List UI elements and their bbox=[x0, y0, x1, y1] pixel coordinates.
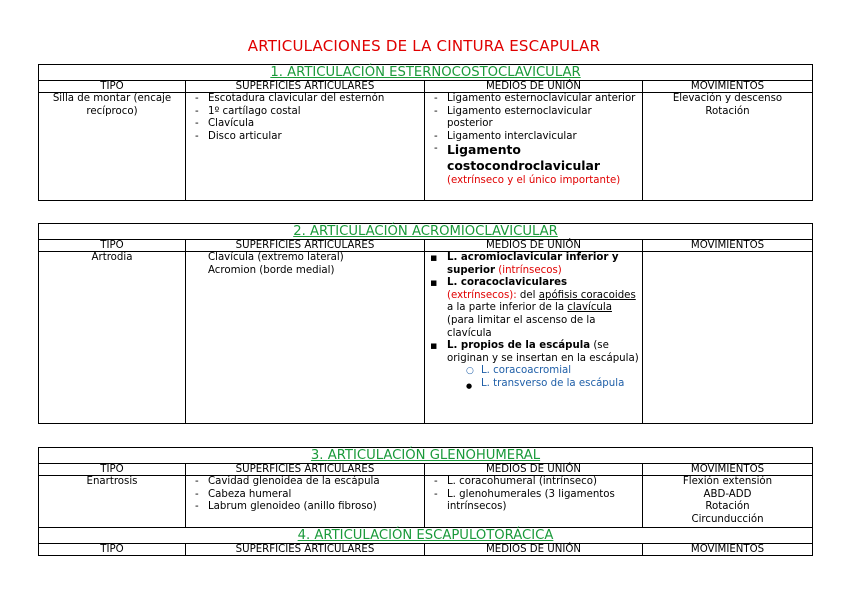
cell-medios bbox=[425, 93, 643, 201]
list-item: ● L. transverso de la escápula bbox=[466, 378, 639, 391]
list-item: - Cabeza humeral bbox=[195, 489, 421, 502]
header-tipo: TIPO bbox=[39, 464, 186, 476]
cell-tipo: Silla de montar (encaje recíproco) bbox=[39, 93, 186, 201]
cell-superficies bbox=[186, 476, 425, 528]
header-medios: MEDIOS DE UNIÓN bbox=[425, 81, 643, 93]
cell-movimientos bbox=[643, 252, 813, 424]
header-movimientos: MOVIMIENTOS bbox=[643, 240, 813, 252]
list-item: - Labrum glenoideo (anillo fibroso) bbox=[195, 501, 421, 514]
header-tipo: TIPO bbox=[39, 240, 186, 252]
list-item: ▪ L. acromioclavicular inferior y superior (intrínsecos) bbox=[430, 252, 639, 277]
cell-tipo: Artrodia bbox=[39, 252, 186, 424]
list-item: - Ligamento esternoclavicular anterior bbox=[434, 93, 639, 106]
list-item: - Ligamento interclavicular bbox=[434, 131, 639, 144]
cell-superficies: Clavícula (extremo lateral) Acromion (borde medial) bbox=[186, 252, 425, 424]
list-item: ▪ L. propios de la escápula (se originan y se insertan en la escápula) bbox=[430, 340, 639, 365]
section-title-2: 2. ARTICULACIÓN ACROMIOCLAVICULAR bbox=[39, 224, 813, 240]
cell-tipo: Enartrosis bbox=[39, 476, 186, 528]
cell-medios bbox=[425, 476, 643, 528]
header-superficies: SUPERFICIES ARTICULARES bbox=[186, 464, 425, 476]
cell-movimientos: Flexión extensión ABD-ADD Rotación Circunducción bbox=[643, 476, 813, 528]
list-item: - L. coracohumeral (intrínseco) bbox=[434, 476, 639, 489]
header-tipo: TIPO bbox=[39, 81, 186, 93]
list-item: - Clavícula bbox=[195, 118, 421, 131]
list-item: - L. glenohumerales (3 ligamentos intrínsecos) bbox=[434, 489, 639, 514]
header-movimientos: MOVIMIENTOS bbox=[643, 464, 813, 476]
header-tipo: TIPO bbox=[39, 544, 186, 556]
header-superficies: SUPERFICIES ARTICULARES bbox=[186, 544, 425, 556]
cell-medios bbox=[425, 252, 643, 424]
header-medios: MEDIOS DE UNIÓN bbox=[425, 240, 643, 252]
cell-movimientos: Elevación y descenso Rotación bbox=[643, 93, 813, 201]
header-movimientos: MOVIMIENTOS bbox=[643, 81, 813, 93]
list-item: - Escotadura clavicular del esternón bbox=[195, 93, 421, 106]
list-item: - Disco articular bbox=[195, 131, 421, 144]
section-title-3: 3. ARTICULACIÓN GLENOHUMERAL bbox=[39, 448, 813, 464]
header-superficies: SUPERFICIES ARTICULARES bbox=[186, 240, 425, 252]
table-acromioclavicular bbox=[38, 223, 813, 424]
list-item: - 1º cartílago costal bbox=[195, 106, 421, 119]
list-item: - Cavidad glenoidea de la escápula bbox=[195, 476, 421, 489]
section-title-1: 1. ARTICULACIÓN ESTERNOCOSTOCLAVICULAR bbox=[39, 65, 813, 81]
table-esternocostoclavicular bbox=[38, 64, 813, 201]
list-item: ▪ L. coracoclaviculares (extrínsecos): del apófisis coracoides a la parte inferior de la clavícula (para limitar el ascenso de la clavícula bbox=[430, 277, 639, 340]
page-title: ARTICULACIONES DE LA CINTURA ESCAPULAR bbox=[247, 37, 601, 55]
cell-superficies bbox=[186, 93, 425, 201]
list-item: - Ligamento costocondroclavicular (extrínseco y el único importante) bbox=[434, 143, 639, 187]
header-superficies: SUPERFICIES ARTICULARES bbox=[186, 81, 425, 93]
header-movimientos: MOVIMIENTOS bbox=[643, 544, 813, 556]
header-medios: MEDIOS DE UNIÓN bbox=[425, 544, 643, 556]
list-item: ○ L. coracoacromial bbox=[466, 365, 639, 378]
section-title-4: 4. ARTICULACIÓN ESCAPULOTORÁCICA bbox=[39, 528, 813, 544]
header-medios: MEDIOS DE UNIÓN bbox=[425, 464, 643, 476]
list-item: - Ligamento esternoclavicular posterior bbox=[434, 106, 639, 131]
table-glenohumeral bbox=[38, 447, 813, 556]
